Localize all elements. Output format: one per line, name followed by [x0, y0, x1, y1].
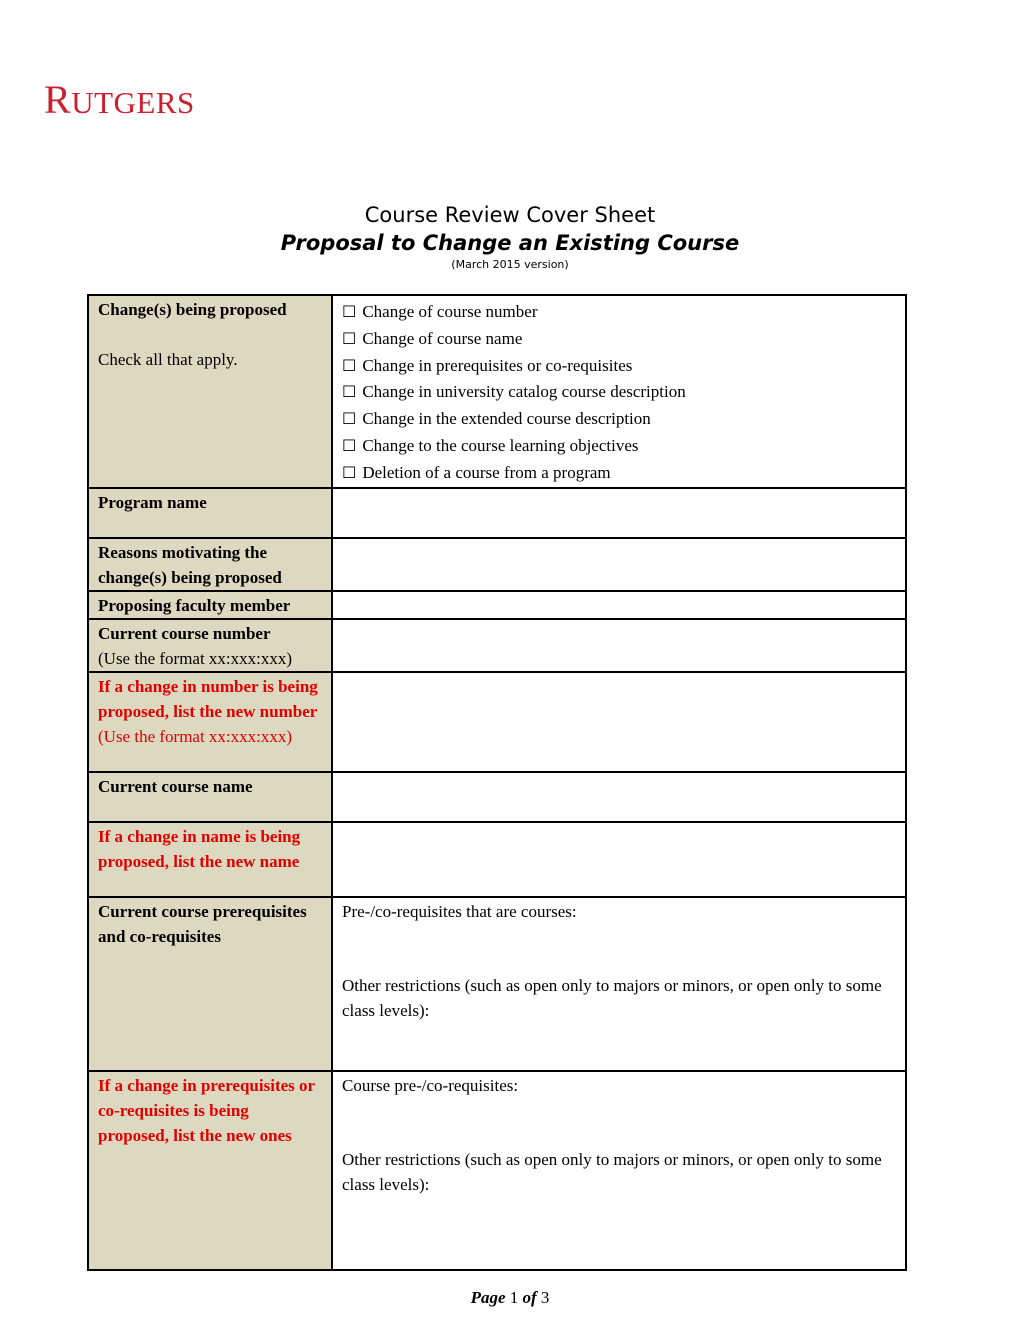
page-number: 1: [509, 1288, 519, 1307]
faculty-label: Proposing faculty member: [88, 591, 332, 619]
page-total: 3: [540, 1288, 550, 1307]
reasons-input[interactable]: [332, 538, 906, 591]
current-prereq-row: [88, 897, 906, 1071]
change-option-label: Change in prerequisites or co-requisites: [362, 355, 633, 375]
new-number-label: If a change in number is being proposed, list the new number: [98, 676, 318, 721]
faculty-input[interactable]: [332, 591, 906, 619]
new-prereq-courses-label: Course pre-/co-requisites:: [342, 1075, 519, 1095]
current-name-input[interactable]: [332, 772, 906, 822]
logo-rest: UTGERS: [71, 85, 195, 120]
checkbox-icon[interactable]: ☐: [342, 435, 357, 455]
changes-row: [88, 295, 906, 488]
new-number-input[interactable]: [332, 672, 906, 772]
program-name-row: [88, 488, 906, 538]
current-number-hint: (Use the format xx:xxx:xxx): [98, 648, 293, 668]
checkbox-icon[interactable]: ☐: [342, 328, 357, 348]
changes-options-cell: [332, 295, 906, 488]
page-title: Course Review Cover Sheet: [364, 203, 656, 227]
checkbox-icon[interactable]: ☐: [342, 355, 357, 375]
current-name-label: Current course name: [88, 772, 332, 822]
change-option-label: Change to the course learning objectives: [362, 435, 639, 455]
current-prereq-label: Current course prerequisites and co-requisites: [88, 897, 332, 1071]
change-option-label: Change in university catalog course description: [362, 382, 686, 402]
change-option[interactable]: [342, 406, 896, 433]
new-name-input[interactable]: [332, 822, 906, 897]
rutgers-logo: [44, 77, 195, 122]
current-prereq-cell[interactable]: [332, 897, 906, 1071]
new-prereq-row: [88, 1071, 906, 1270]
program-name-input[interactable]: [332, 488, 906, 538]
review-form-table: [87, 294, 907, 1271]
current-prereq-other-label: Other restrictions (such as open only to majors or minors, or open only to some class levels):: [342, 975, 882, 1020]
reasons-label: Reasons motivating the change(s) being proposed: [88, 538, 332, 591]
change-option[interactable]: [342, 353, 896, 380]
change-option-label: Change of course number: [362, 302, 538, 321]
page-word: Page: [470, 1288, 506, 1307]
new-number-row: [88, 672, 906, 772]
change-option[interactable]: [342, 379, 896, 406]
program-name-label: Program name: [88, 488, 332, 538]
new-prereq-cell[interactable]: [332, 1071, 906, 1270]
changes-label-cell: [88, 295, 332, 488]
reasons-row: [88, 538, 906, 591]
checkbox-icon[interactable]: ☐: [342, 302, 357, 321]
new-number-hint: (Use the format xx:xxx:xxx): [98, 726, 293, 746]
change-option[interactable]: [342, 326, 896, 353]
page-subtitle: Proposal to Change an Existing Course: [280, 231, 740, 255]
title-block: [0, 202, 1020, 272]
changes-note: Check all that apply.: [98, 350, 238, 369]
new-prereq-other-label: Other restrictions (such as open only to majors or minors, or open only to some class levels):: [342, 1149, 882, 1194]
current-number-label: Current course number: [98, 623, 271, 643]
version-note: (March 2015 version): [451, 258, 569, 271]
current-number-label-cell: [88, 619, 332, 672]
logo-initial: R: [44, 77, 72, 122]
change-option-label: Deletion of a course from a program: [362, 462, 611, 482]
new-name-row: [88, 822, 906, 897]
change-option-label: Change in the extended course description: [362, 409, 651, 429]
change-option-label: Change of course name: [362, 328, 523, 348]
of-word: of: [522, 1288, 537, 1307]
change-option[interactable]: [342, 460, 896, 487]
new-number-label-cell: [88, 672, 332, 772]
new-prereq-label: If a change in prerequisites or co-requisites is being proposed, list the new ones: [88, 1071, 332, 1270]
current-number-row: [88, 619, 906, 672]
faculty-row: [88, 591, 906, 619]
change-option[interactable]: [342, 433, 896, 460]
change-option[interactable]: [342, 299, 896, 326]
new-name-label: If a change in name is being proposed, list the new name: [88, 822, 332, 897]
checkbox-icon[interactable]: ☐: [342, 382, 357, 402]
checkbox-icon[interactable]: ☐: [342, 409, 357, 429]
current-name-row: [88, 772, 906, 822]
current-prereq-courses-label: Pre-/co-requisites that are courses:: [342, 901, 577, 921]
checkbox-icon[interactable]: ☐: [342, 462, 357, 482]
changes-label: Change(s) being proposed: [98, 300, 287, 319]
current-number-input[interactable]: [332, 619, 906, 672]
page-footer: [0, 1288, 1020, 1308]
